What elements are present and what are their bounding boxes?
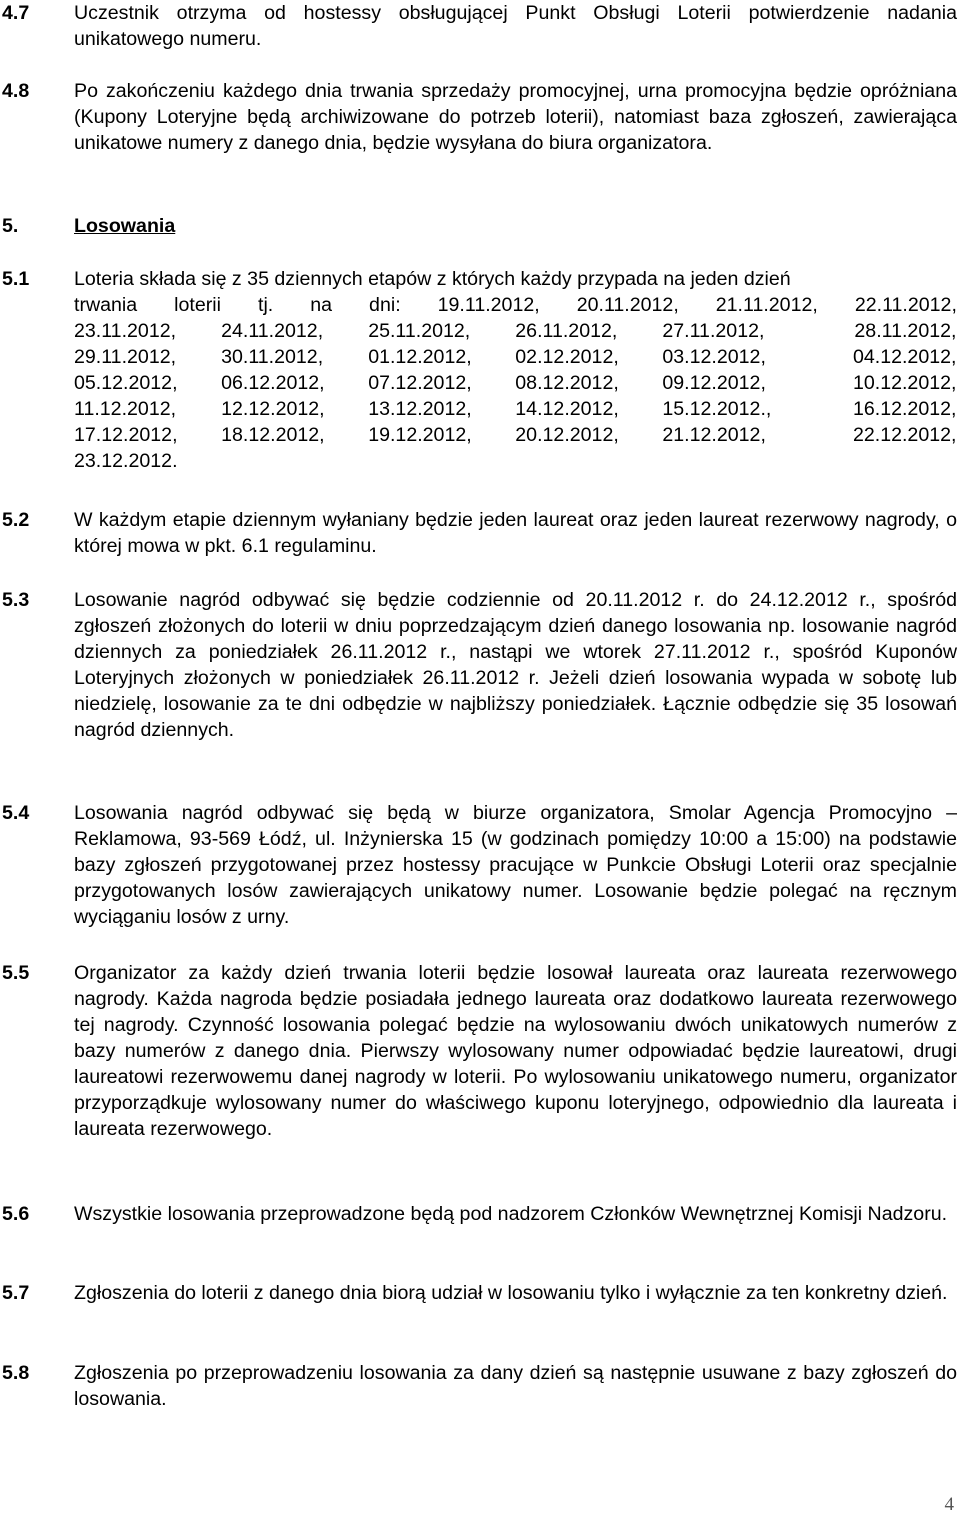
date-entry: 27.11.2012, [662, 320, 765, 342]
section-text: Uczestnik otrzyma od hostessy obsługującej Punkt Obsługi Loterii potwierdzenie nadania unikatowego numeru. [74, 2, 957, 50]
section-5-8 [0, 1360, 957, 1412]
section-number: 5.7 [2, 1282, 30, 1304]
date-entry: 18.12.2012, [221, 424, 325, 446]
date-entry: 12.12.2012, [221, 398, 325, 420]
lead-word: na [310, 294, 333, 316]
date-entry: 17.12.2012, [74, 424, 178, 446]
section-number: 4.7 [2, 2, 30, 24]
date-entry: 23.11.2012, [74, 320, 177, 342]
date-list [74, 318, 957, 474]
section-5-6 [0, 1201, 957, 1227]
lead-word: loterii [174, 294, 221, 316]
heading-title: Losowania [74, 215, 176, 237]
section-4-8 [0, 78, 957, 156]
date-entry: 05.12.2012, [74, 372, 178, 394]
page-number: 4 [944, 1494, 954, 1515]
date-entry: 11.12.2012, [74, 398, 177, 420]
date-entry: 26.11.2012, [515, 320, 618, 342]
date-entry: 23.12.2012. [74, 450, 178, 472]
date-entry: 07.12.2012, [368, 372, 472, 394]
date-entry: 25.11.2012, [368, 320, 471, 342]
date-entry: 20.11.2012, [576, 294, 679, 316]
section-number: 5.2 [2, 509, 30, 531]
date-entry: 03.12.2012, [662, 346, 766, 368]
section-number: 4.8 [2, 80, 30, 102]
section-text-line: Loteria składa się z 35 dziennych etapów z których każdy przypada na jeden dzień [74, 268, 791, 290]
date-entry: 04.12.2012, [852, 346, 957, 368]
section-5-7 [0, 1280, 957, 1306]
date-entry: 14.12.2012, [515, 398, 619, 420]
section-5-1 [0, 266, 957, 474]
date-entry: 21.11.2012, [715, 294, 818, 316]
lead-word: trwania [74, 294, 138, 316]
section-text: Zgłoszenia po przeprowadzeniu losowania za dany dzień są następnie usuwane z bazy zgłoszeń do losowania. [74, 1362, 957, 1410]
section-5-4 [0, 800, 957, 930]
section-4-7 [0, 0, 957, 52]
date-entry: 09.12.2012, [662, 372, 766, 394]
date-entry: 20.12.2012, [515, 424, 619, 446]
date-entry: 22.11.2012, [854, 294, 957, 316]
section-number: 5.4 [2, 802, 30, 824]
lead-word: dni: [369, 294, 401, 316]
date-entry: 24.11.2012, [221, 320, 324, 342]
section-number: 5.1 [2, 268, 30, 290]
section-text: Losowania nagród odbywać się będą w biurze organizatora, Smolar Agencja Promocyjno – Reklamowa, 93-569 Łódź, ul. Inżynierska 15 (w godzinach pomiędzy 10:00 a 15:00) na podstawie bazy zgłoszeń przygotowanej przez hostessy pracujące w Punkcie Obsługi Loterii oraz specjalnie przygotowanych losów zawierających unikatowy numer. Losowanie będzie polegać na ręcznym wyciąganiu losów z urny. [74, 802, 957, 928]
date-entry: 02.12.2012, [515, 346, 619, 368]
date-entry: 10.12.2012, [852, 372, 957, 394]
heading-number: 5. [2, 215, 19, 237]
date-entry: 01.12.2012, [368, 346, 472, 368]
date-entry: 06.12.2012, [221, 372, 325, 394]
section-text: Wszystkie losowania przeprowadzone będą pod nadzorem Członków Wewnętrznej Komisji Nadzoru. [74, 1203, 948, 1225]
section-text: Organizator za każdy dzień trwania loterii będzie losował laureata oraz laureata rezerwowego nagrody. Każda nagroda będzie posiadała jednego laureata oraz dodatkowo laureata rezerwowego tej nagrody. Czynność losowania polegać będzie na wylosowaniu dwóch unikatowych numerów z bazy numerów z danego dnia. Pierwszy wylosowany numer odpowiadać będzie laureatowi, drugi laureatowi rezerwowemu danej nagrody w loterii. Po wylosowaniu unikatowego numeru, organizator przyporządkuje wylosowany numer do właściwego kuponu loteryjnego, odpowiednio dla laureata i laureata rezerwowego. [74, 962, 957, 1140]
section-5-3 [0, 587, 957, 743]
date-entry: 13.12.2012, [368, 398, 472, 420]
date-entry: 19.12.2012, [368, 424, 472, 446]
section-text: Zgłoszenia do loterii z danego dnia biorą udział w losowaniu tylko i wyłącznie za ten konkretny dzień. [74, 1282, 948, 1304]
section-number: 5.6 [2, 1203, 30, 1225]
section-text: W każdym etapie dziennym wyłaniany będzie jeden laureat oraz jeden laureat rezerwowy nagrody, o której mowa w pkt. 6.1 regulaminu. [74, 509, 957, 557]
date-entry: 15.12.2012., [662, 398, 772, 420]
section-5-5 [0, 960, 957, 1142]
date-entry: 21.12.2012, [662, 424, 766, 446]
date-entry: 30.11.2012, [221, 346, 324, 368]
date-entry: 22.12.2012, [852, 424, 957, 446]
date-entry: 16.12.2012, [852, 398, 957, 420]
section-number: 5.5 [2, 962, 30, 984]
date-entry: 29.11.2012, [74, 346, 177, 368]
section-text: Po zakończeniu każdego dnia trwania sprzedaży promocyjnej, urna promocyjna będzie opróżniana (Kupony Loteryjne będą archiwizowane do potrzeb loterii), natomiast baza zgłoszeń, zawierająca unikatowe numery z danego dnia, będzie wysyłana do biura organizatora. [74, 80, 957, 154]
date-entry: 08.12.2012, [515, 372, 619, 394]
date-entry: 19.11.2012, [437, 294, 540, 316]
section-number: 5.8 [2, 1362, 30, 1384]
section-heading-losowania [0, 213, 957, 239]
dates-lead-line [74, 292, 957, 318]
date-entry: 28.11.2012, [854, 320, 957, 342]
lead-word: tj. [258, 294, 274, 316]
section-number: 5.3 [2, 589, 30, 611]
section-5-2 [0, 507, 957, 559]
section-text: Losowanie nagród odbywać się będzie codziennie od 20.11.2012 r. do 24.12.2012 r., spośród zgłoszeń złożonych do loterii w dniu poprzedzającym dzień danego losowania np. losowanie nagród dziennych za poniedziałek 26.11.2012 r., nastąpi we wtorek 27.11.2012 r., spośród Kuponów Loteryjnych złożonych w poniedziałek 26.11.2012 r. Jeżeli dzień losowania wypada w sobotę lub niedzielę, losowanie za te dni odbędzie w najbliższy poniedziałek. Łącznie odbędzie się 35 losowań nagród dziennych. [74, 589, 957, 741]
